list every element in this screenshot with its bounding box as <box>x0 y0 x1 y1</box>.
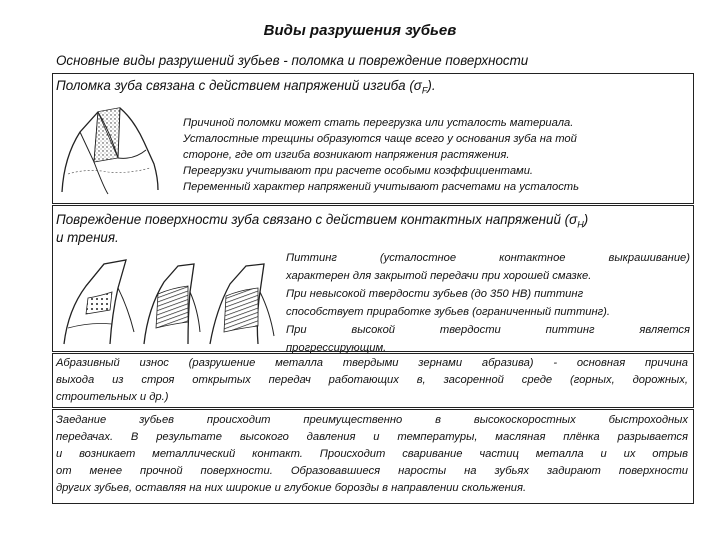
intro-text: Основные виды разрушений зубьев - поломка и повреждение поверхности <box>56 53 529 68</box>
breakage-heading: Поломка зуба связана с действием напряжений изгиба $(\sigma_F)$. <box>56 78 436 96</box>
slide-title: Виды разрушения зубьев <box>263 22 457 39</box>
surface-heading-line2: и трения. <box>56 230 119 245</box>
slide: Виды разрушения зубьев Основные виды разрушений зубьев - поломка и повреждение поверхности Поломка зуба связана с действием напряжений изгиба $(\sigma_F)$. Причиной поломки может стать перегрузка или усталость материала. Усталостные трещины образуются чаще всего у основания зуба на той стороне, где от изгиба возникают напряжения растяжения. Перегрузки учитывают при расчете особыми коэффициентами. Переменный характер напряжений учитывают расчетами на усталость Повреждение поверхности зуба связано с действием контактных напряжений $(\sigma_H)$ и трения. Питтинг (усталостное контактное выкрашивание) характерен для закрытой передачи при хорошей смазке. При невысокой твердости зубьев (до 350 HB) питтинг способствует приработке зубьев (ограниченный питтинг). При высокой твердости питтинг является прогрессирующим. Абразивный износ (разрушение металла твердыми зернами абразива) - основная причина выхода из строя открытых передач работающих в, засоренной среде (горных, дорожных, строительных и др.) Заедание зубьев происходит преимущественно в высокоскоростных быстроходных передачах. В результате высокого давления и температуры, масляная плёнка разрывается и возникает металлический контакт. Происходит сваривание частиц металла и их отрыв от менее прочной поверхности. Образовавшиеся наросты на зубьях задирают поверхности других зубьев, оставляя на них широкие и глубокие борозды в направлении скольжения. <box>0 0 720 540</box>
broken-tooth-figure <box>58 102 170 198</box>
pitting-gear-figures <box>60 252 280 352</box>
surface-heading: Повреждение поверхности зуба связано с действием контактных напряжений $(\sigma_H)$ <box>56 212 589 230</box>
